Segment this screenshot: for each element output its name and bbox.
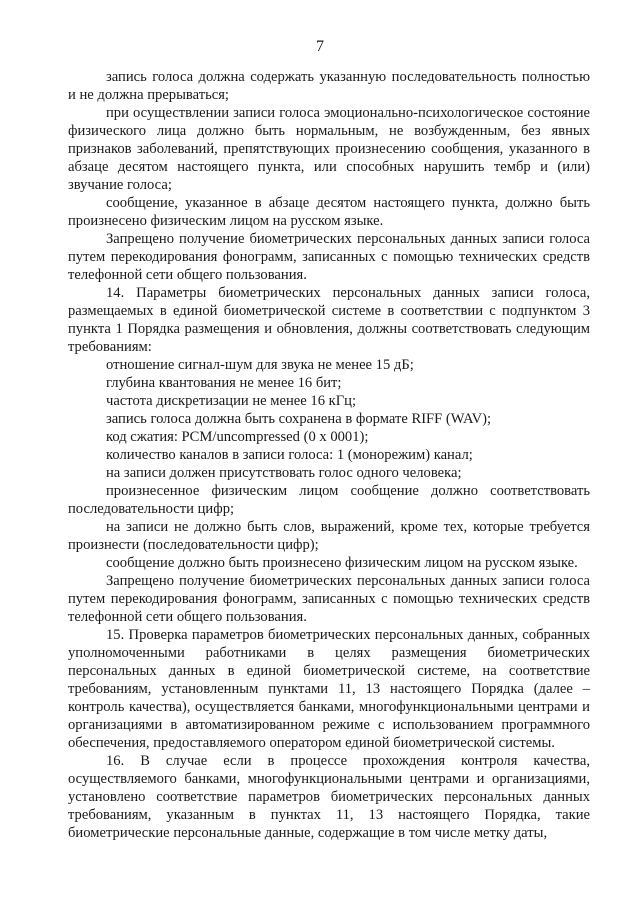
paragraph: сообщение, указанное в абзаце десятом настоящего пункта, должно быть произнесено физическим лицом на русском языке.: [68, 195, 590, 229]
list-item: отношение сигнал-шум для звука не менее 15 дБ;: [106, 357, 414, 373]
paragraph-item-14: 14. Параметры биометрических персональных данных записи голоса, размещаемых в единой биометрической системе в соответствии с подпунктом 3 пункта 1 Порядка размещения и обновления, должны соответствовать следующим требованиям:: [68, 285, 590, 355]
list-item: произнесенное физическим лицом сообщение должно соответствовать последовательности цифр;: [68, 483, 590, 517]
list-item: сообщение должно быть произнесено физическим лицом на русском языке.: [106, 555, 578, 571]
list-item: на записи не должно быть слов, выражений, кроме тех, которые требуется произнести (последовательности цифр);: [68, 519, 590, 553]
paragraph: запись голоса должна содержать указанную последовательность полностью и не должна прерываться;: [68, 69, 590, 103]
list-item: количество каналов в записи голоса: 1 (монорежим) канал;: [106, 447, 473, 463]
paragraph: Запрещено получение биометрических персональных данных записи голоса путем перекодирования фонограмм, записанных с помощью технических средств телефонной сети общего пользования.: [68, 231, 590, 283]
document-body: [68, 68, 590, 842]
list-item: запись голоса должна быть сохранена в формате RIFF (WAV);: [106, 411, 492, 427]
list-item: глубина квантования не менее 16 бит;: [106, 375, 342, 391]
paragraph: при осуществлении записи голоса эмоционально-психологическое состояние физического лица должно быть нормальным, не возбужденным, без явных признаков заболеваний, препятствующих произнесению сообщения, указанного в абзаце десятом настоящего пункта, или способных нарушить тембр и (или) звучание голоса;: [68, 105, 590, 193]
paragraph: Запрещено получение биометрических персональных данных записи голоса путем перекодирования фонограмм, записанных с помощью технических средств телефонной сети общего пользования.: [68, 573, 590, 625]
paragraph-item-15: 15. Проверка параметров биометрических персональных данных, собранных уполномоченными работниками в целях размещения биометрических персональных данных в единой биометрической системе, на соответствие требованиям, установленным пунктами 11, 13 настоящего Порядка (далее – контроль качества), осуществляется банками, многофункциональными центрами и организациями в автоматизированном режиме с использованием программного обеспечения, предоставляемого оператором единой биометрической системы.: [68, 627, 590, 751]
paragraph-item-16: 16. В случае если в процессе прохождения контроля качества, осуществляемого банками, многофункциональными центрами и организациями, установлено соответствие параметров биометрических персональных данных требованиям, указанным в пунктах 11, 13 настоящего Порядка, такие биометрические персональные данные, содержащие в том числе метку даты,: [68, 753, 590, 841]
page-number: 7: [316, 38, 324, 55]
list-item: код сжатия: PCM/uncompressed (0 x 0001);: [106, 429, 369, 445]
list-item: частота дискретизации не менее 16 кГц;: [106, 393, 357, 409]
list-item: на записи должен присутствовать голос одного человека;: [106, 465, 462, 481]
